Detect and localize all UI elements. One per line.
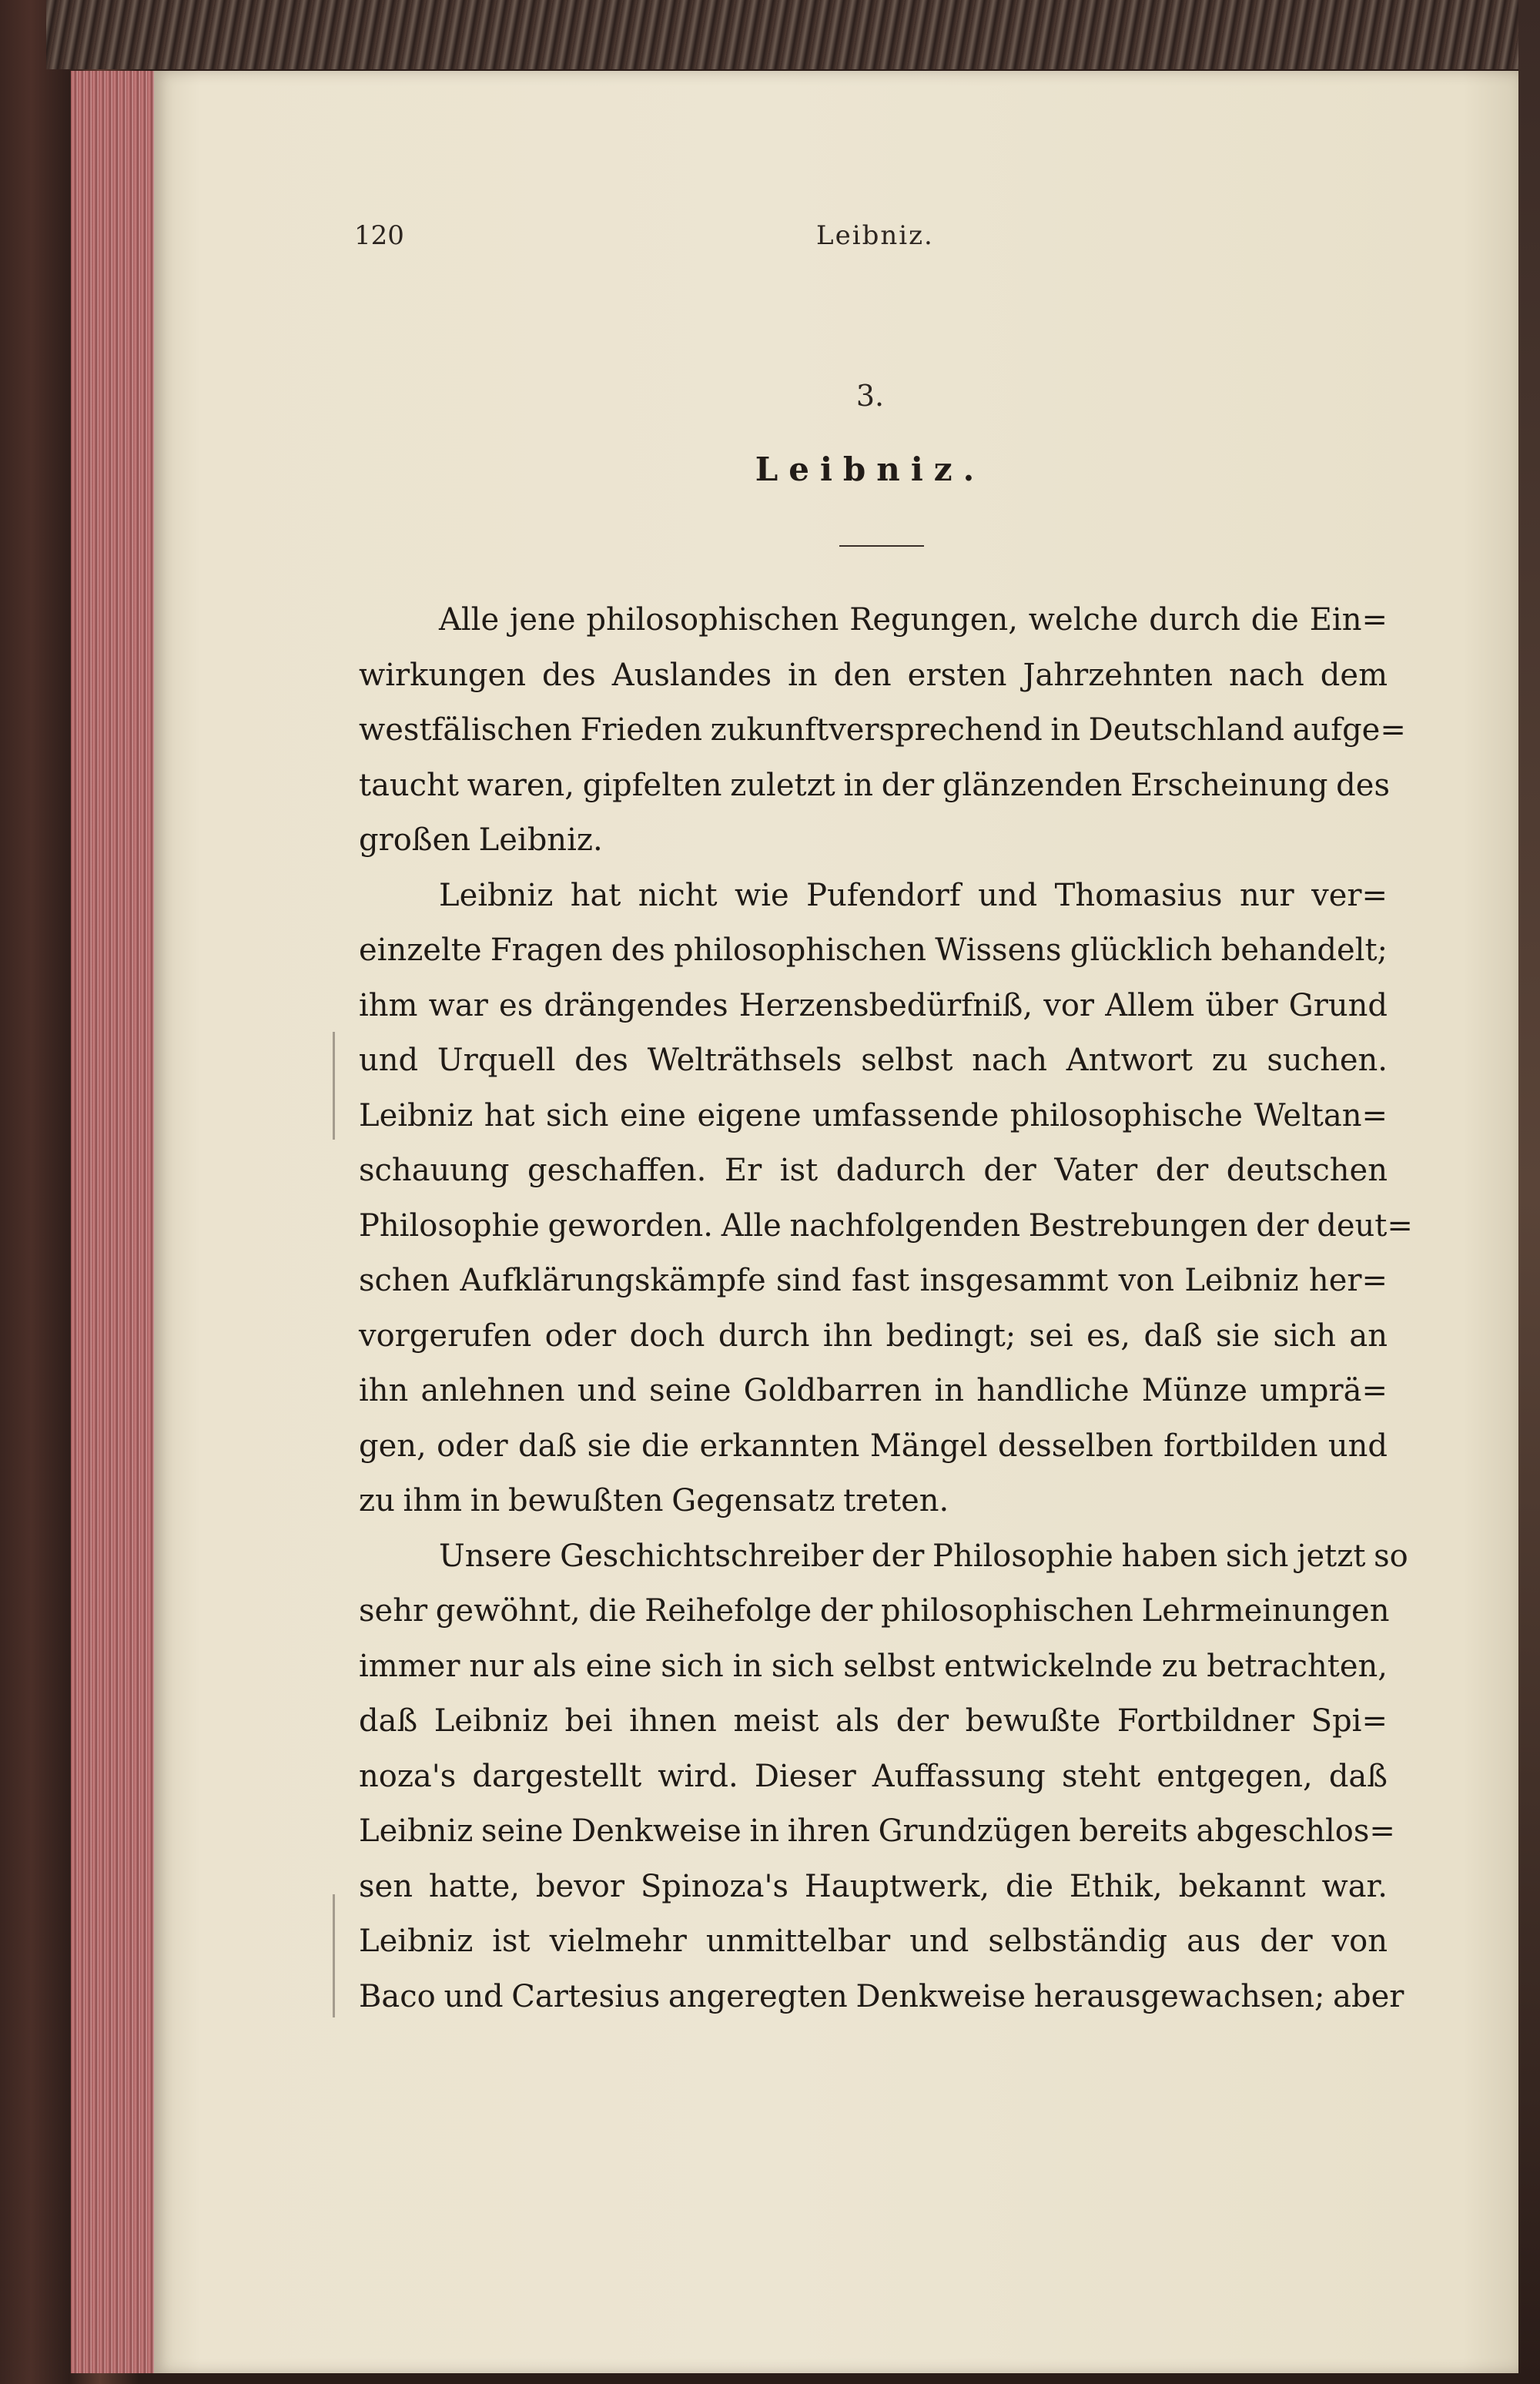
text-line: daß Leibniz bei ihnen meist als der bewußte Fortbildner Spi= [359,1703,1388,1739]
book-binding-top [46,0,1540,69]
margin-pencil-mark [333,1032,335,1140]
text-line: sen hatte, bevor Spinoza's Hauptwerk, die Ethik, bekannt war. [359,1868,1388,1904]
running-head: Leibniz. [816,220,934,251]
text-line: Leibniz ist vielmehr unmittelbar und selbständig aus der von [359,1924,1388,1959]
title-divider-rule [839,545,924,547]
text-line: gen, oder daß sie die erkannten Mängel desselben fortbilden und [359,1428,1388,1464]
text-line: Baco und Cartesius angeregten Denkweise herausgewachsen; aber [359,1978,1404,2014]
text-line: wirkungen des Auslandes in den ersten Jahrzehnten nach dem [359,657,1388,693]
text-line: immer nur als eine sich in sich selbst entwickelnde zu betrachten, [359,1648,1388,1684]
margin-pencil-mark [333,1894,335,2017]
text-line: Leibniz hat sich eine eigene umfassende philosophische Weltan= [359,1097,1388,1133]
page-header [354,220,1386,259]
text-line: noza's dargestellt wird. Dieser Auffassung steht entgegen, daß [359,1758,1388,1794]
text-line: Leibniz hat nicht wie Pufendorf und Thomasius nur ver= [439,877,1388,913]
text-line: schauung geschaffen. Er ist dadurch der Vater der deutschen [359,1153,1388,1188]
text-line: einzelte Fragen des philosophischen Wissens glücklich behandelt; [359,933,1388,968]
text-line: Alle jene philosophischen Regungen, welche durch die Ein= [439,602,1388,638]
text-line: großen Leibniz. [359,822,603,858]
text-line: westfälischen Frieden zukunftversprechend in Deutschland aufge= [359,712,1406,748]
text-line: zu ihm in bewußten Gegensatz treten. [359,1483,949,1518]
text-line: Unsere Geschichtschreiber der Philosophie haben sich jetzt so [439,1538,1408,1574]
text-line: und Urquell des Welträthsels selbst nach Antwort zu suchen. [359,1043,1388,1078]
book-binding-right [1518,0,1540,2384]
section-title: Leibniz. [755,450,986,488]
text-line: Leibniz seine Denkweise in ihren Grundzügen bereits abgeschlos= [359,1813,1395,1849]
text-line: schen Aufklärungskämpfe sind fast insgesammt von Leibniz her= [359,1263,1388,1298]
page-number: 120 [354,220,404,251]
section-number: 3. [855,379,885,413]
page-edges [71,71,163,2373]
text-line: sehr gewöhnt, die Reihefolge der philosophischen Lehrmeinungen [359,1593,1390,1629]
text-line: Philosophie geworden. Alle nachfolgenden Bestrebungen der deut= [359,1207,1413,1244]
body-text [359,593,1413,2024]
text-line: ihn anlehnen und seine Goldbarren in handliche Münze umprä= [359,1373,1388,1408]
text-line: vorgerufen oder doch durch ihn bedingt; sei es, daß sie sich an [359,1318,1388,1354]
text-line: taucht waren, gipfelten zuletzt in der glänzenden Erscheinung des [359,767,1390,803]
text-line: ihm war es drängendes Herzensbedürfniß, vor Allem über Grund [359,987,1388,1023]
